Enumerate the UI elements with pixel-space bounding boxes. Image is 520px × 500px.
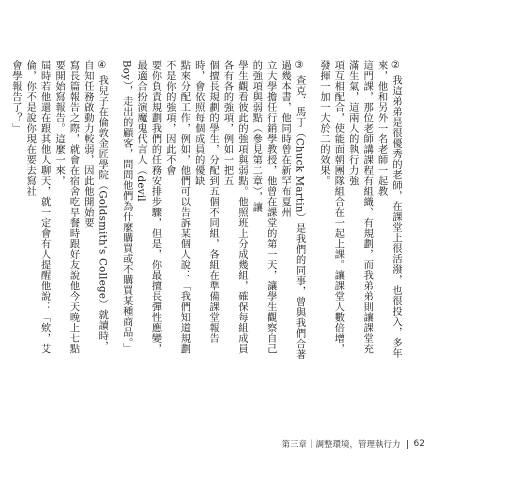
text-line: 屆時若他還在跟其他人聊天，就一定會有人提醒他說：「欸，艾倫，你不是說你現在要去寫社 bbox=[24, 60, 50, 354]
body-text bbox=[0, 60, 402, 360]
text-line: 點來分配工作，例如，他們可以告訴某個人說：「我們知道規劃不是你的強項，因此不會 bbox=[163, 60, 190, 354]
text-line: 個擅長規劃的學生，分配到五個不同組，各組在準備課堂報告時，會依照每個成員的優缺 bbox=[192, 60, 219, 344]
chapter-title: 第三章｜調整環境，管理執行力 bbox=[281, 440, 401, 450]
text-line: ② 我這弟弟是很優秀的老師，在課堂上很活潑，也很投入，多年來，他和另外一名老師一起教 bbox=[375, 60, 401, 359]
text-line: Boy），走出的顧客，問問他們為什麼購買或不購買某種商品。」 bbox=[120, 60, 132, 354]
page-number: 62 bbox=[413, 439, 425, 449]
text-line: 學生觀看彼此的強項與弱點。他照班上分成幾組，確保每組成員各有各的強項，例如一把五 bbox=[221, 60, 247, 354]
text-line: 要你負責規劃我們的任務安排步驟，但是，你最擅長彈性應變，最適合扮演魔鬼代言人（devil bbox=[135, 60, 161, 354]
text-line: 項互相配合，使能面朝團隊組合在一起上課。讓課堂人數倍增，發揮一加一大於二的效果。 bbox=[317, 60, 344, 354]
text-line: 會學報告了？」 bbox=[9, 60, 21, 134]
text-line: 立大學擔任行銷學教授，他曾在課堂的第一天，讓學生觀察自己的強項與弱點（參見第二章），讓 bbox=[250, 60, 276, 354]
text-line: ③ 查克．馬丁（Chuck Martin）是我們的同事，曾與我們合著過幾本書，他同時曾在新罕布夏州 bbox=[279, 60, 305, 360]
text-line: 這門課，那位老師講課程有組織、有規劃，而我弟弟則讓課堂充滿生氣，這兩人的執行力強 bbox=[346, 60, 373, 354]
text-line: 寫長篇報告之際，就會在宿舍吃早餐時跟好友說他今天晚上七點要開始寫報告。這麼一來， bbox=[53, 60, 79, 354]
footer-divider bbox=[407, 440, 408, 449]
page-footer bbox=[282, 438, 425, 450]
text-line: ④ 我兒子在倫敦金匠學院（Goldsmith's College）就讀時，自知任務啟動力較弱，因此他開始要 bbox=[81, 60, 108, 352]
